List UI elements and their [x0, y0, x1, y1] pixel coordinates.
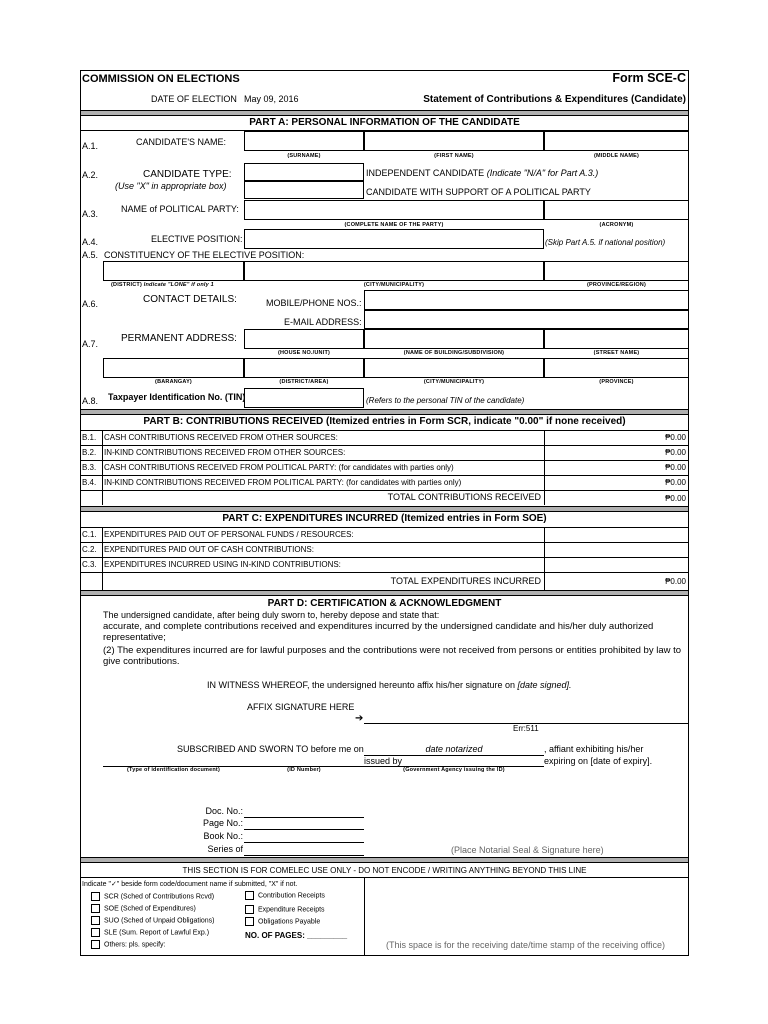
divider — [102, 430, 103, 505]
issued-by-text: issued by — [364, 756, 403, 766]
divider — [81, 557, 688, 558]
sub-city: (CITY/MUNICIPALITY) — [363, 282, 425, 288]
sub-building: (NAME OF BUILDING/SUBDIVISION) — [403, 350, 505, 356]
mobile-label: MOBILE/PHONE NOS.: — [266, 298, 362, 308]
b1-label: CASH CONTRIBUTIONS RECEIVED FROM OTHER SOURCES: — [104, 433, 338, 442]
divider — [81, 506, 688, 512]
divider — [81, 430, 688, 431]
c1-num: C.1. — [82, 530, 97, 539]
building-field[interactable] — [364, 329, 544, 349]
a6-label: CONTACT DETAILS: — [143, 294, 237, 305]
sub-street: (STREET NAME) — [593, 350, 640, 356]
sub-district-hint: Indicate "LONE" if only 1 — [143, 282, 214, 288]
b2-num: B.2. — [82, 448, 97, 457]
district-area-field[interactable] — [244, 358, 364, 378]
date-value[interactable]: May 09, 2016 — [244, 94, 299, 104]
a4-hint: (Skip Part A.5. if national position) — [545, 238, 666, 247]
sub-barangay: (BARANGAY) — [155, 379, 192, 385]
b4-value[interactable]: ₱0.00 — [665, 478, 686, 487]
party-acronym-field[interactable] — [544, 200, 689, 220]
b3-label: CASH CONTRIBUTIONS RECEIVED FROM POLITICAL PARTY: (for candidates with parties only) — [104, 463, 454, 472]
checkbox-icon — [91, 916, 100, 925]
witness-statement: IN WITNESS WHEREOF, the undersigned hereunto affix his/her signature on — [207, 680, 515, 690]
divider — [81, 590, 688, 596]
check-contribution-receipts[interactable] — [245, 891, 325, 900]
form-sce-c — [80, 70, 689, 956]
part-b-title: PART B: CONTRIBUTIONS RECEIVED (Itemized entries in Form SCR, indicate "0.00" if none received) — [143, 416, 626, 427]
stamp-text: (This space is for the receiving date/time stamp of the receiving office) — [386, 940, 665, 950]
divider — [364, 877, 365, 955]
divider — [81, 877, 688, 878]
b1-value[interactable]: ₱0.00 — [665, 433, 686, 442]
part-a-title: PART A: PERSONAL INFORMATION OF THE CANDIDATE — [249, 117, 520, 128]
page-no-label: Page No.: — [202, 818, 243, 828]
divider — [81, 857, 688, 863]
check-soe[interactable] — [91, 904, 196, 913]
a8-hint: (Refers to the personal TIN of the candidate) — [366, 396, 525, 405]
middle-name-field[interactable] — [544, 131, 689, 151]
sub-district — [111, 282, 214, 288]
total-expenditures-label: TOTAL EXPENDITURES INCURRED — [390, 576, 541, 586]
checkbox-icon — [91, 928, 100, 937]
sub-first-name: (FIRST NAME) — [434, 153, 474, 159]
b1-num: B.1. — [82, 433, 97, 442]
comelec-title: THIS SECTION IS FOR COMELEC USE ONLY - DO NOT ENCODE / WRITING ANYTHING BEYOND THIS LINE — [182, 866, 587, 875]
expiry-value: [date of expiry]. — [590, 756, 653, 766]
a2-num: A.2. — [82, 170, 99, 180]
witness-date: [date signed]. — [517, 680, 572, 690]
suo-label: SUO (Sched of Unpaid Obligations) — [104, 917, 215, 925]
date-notarized[interactable]: date notarized — [425, 744, 483, 754]
district-field[interactable] — [103, 261, 244, 281]
checkbox-icon — [245, 891, 254, 900]
obligations-payable-label: Obligations Payable — [258, 918, 321, 926]
a1-num: A.1. — [82, 141, 99, 151]
a4-num: A.4. — [82, 237, 99, 247]
a1-label: CANDIDATE'S NAME: — [136, 137, 227, 147]
divider — [81, 475, 688, 476]
form-id: Form SCE-C — [612, 71, 686, 85]
checkbox-icon — [91, 940, 100, 949]
cert-line-2: accurate, and complete contributions received and expenditures incurred by the undersigned candidate and his/her duly authorized representative; — [103, 621, 654, 643]
sub-party: (COMPLETE NAME OF THE PARTY) — [344, 222, 444, 228]
divider — [544, 527, 545, 590]
part-c-title: PART C: EXPENDITURES INCURRED (Itemized entries in Form SOE) — [222, 513, 547, 524]
agency-name: COMMISSION ON ELECTIONS — [82, 73, 240, 85]
check-scr[interactable] — [91, 892, 214, 901]
a7-num: A.7. — [82, 339, 99, 349]
sub-district-area: (DISTRICT/AREA) — [279, 379, 329, 385]
expiring-text — [544, 756, 652, 766]
b3-value[interactable]: ₱0.00 — [665, 463, 686, 472]
c3-label: EXPENDITURES INCURRED USING IN-KIND CONTRIBUTIONS: — [104, 560, 341, 569]
tin-field[interactable] — [244, 388, 364, 408]
doc-no-label: Doc. No.: — [205, 806, 243, 816]
divider — [81, 409, 688, 415]
a2-opt2: CANDIDATE WITH SUPPORT OF A POLITICAL PARTY — [366, 187, 591, 197]
c3-num: C.3. — [82, 560, 97, 569]
a3-num: A.3. — [82, 209, 99, 219]
expenditure-receipts-label: Expenditure Receipts — [258, 906, 325, 914]
a6-num: A.6. — [82, 299, 99, 309]
check-others[interactable] — [91, 940, 165, 949]
divider — [81, 110, 688, 116]
check-suo[interactable] — [91, 916, 215, 925]
sle-label: SLE (Sum. Report of Lawful Exp.) — [104, 929, 210, 937]
series-of-line[interactable] — [244, 855, 364, 856]
party-name-field[interactable] — [244, 200, 544, 220]
street-field[interactable] — [544, 329, 689, 349]
others-label: Others: pls. specify: — [104, 941, 166, 949]
province-field[interactable] — [544, 261, 689, 281]
book-no-label: Book No.: — [203, 831, 243, 841]
a2-option-independent — [366, 168, 598, 178]
affix-signature-label: AFFIX SIGNATURE HERE — [247, 702, 355, 712]
cert-line-1: The undersigned candidate, after being duly sworn to, hereby depose and state that: — [103, 610, 440, 620]
date-label: DATE OF ELECTION — [151, 94, 237, 104]
notarial-seal-text: (Place Notarial Seal & Signature here) — [451, 845, 604, 855]
sub-surname: (SURNAME) — [287, 153, 321, 159]
divider — [102, 527, 103, 590]
b3-num: B.3. — [82, 463, 97, 472]
email-label: E-MAIL ADDRESS: — [284, 317, 362, 327]
b2-value[interactable]: ₱0.00 — [665, 448, 686, 457]
no-of-pages[interactable]: NO. OF PAGES: _________ — [245, 931, 348, 940]
house-no-field[interactable] — [244, 329, 364, 349]
sub-district-label: (DISTRICT) — [111, 282, 143, 288]
page-no-line[interactable] — [244, 829, 364, 830]
checkbox-icon — [91, 904, 100, 913]
divider — [544, 430, 545, 505]
checkbox-icon — [245, 917, 254, 926]
sub-province: (PROVINCE/REGION) — [586, 282, 646, 288]
mobile-field[interactable] — [364, 290, 689, 310]
sub-acronym: (ACRONYM) — [599, 222, 634, 228]
city-field[interactable] — [244, 261, 544, 281]
party-supported-checkbox[interactable] — [244, 181, 364, 199]
cert-line-3: (2) The expenditures incurred are for lawful purposes and the contributions were not received from persons or entities prohibited by law to give contributions. — [103, 645, 682, 667]
divider — [81, 527, 688, 528]
b4-label: IN-KIND CONTRIBUTIONS RECEIVED FROM POLITICAL PARTY: (for candidates with parties only) — [104, 478, 462, 487]
divider — [81, 542, 688, 543]
barangay-field[interactable] — [103, 358, 244, 378]
address-province-field[interactable] — [544, 358, 689, 378]
sub-address-province: (PROVINCE) — [599, 379, 634, 385]
check-obligations-payable[interactable] — [245, 917, 320, 926]
b4-num: B.4. — [82, 478, 97, 487]
c2-label: EXPENDITURES PAID OUT OF CASH CONTRIBUTIONS: — [104, 545, 314, 554]
a3-label: NAME of POLITICAL PARTY: — [121, 204, 239, 214]
book-no-line[interactable] — [244, 842, 364, 843]
a2-opt1-hint: (Indicate "N/A" for Part A.3.) — [486, 168, 599, 178]
c1-label: EXPENDITURES PAID OUT OF PERSONAL FUNDS / RESOURCES: — [104, 530, 354, 539]
expiring-label: expiring on — [544, 756, 589, 766]
sub-address-city: (CITY/MUNICIPALITY) — [423, 379, 485, 385]
form-title: Statement of Contributions & Expenditures (Candidate) — [423, 94, 686, 105]
email-field[interactable] — [364, 310, 689, 329]
elective-position-field[interactable] — [244, 229, 544, 249]
comelec-instruction: Indicate "✓" beside form code/document name if submitted, "X" if not. — [82, 881, 298, 888]
witness-text — [207, 680, 572, 690]
checkbox-icon — [91, 892, 100, 901]
first-name-field[interactable] — [364, 131, 544, 151]
series-of-label: Series of — [207, 844, 243, 854]
divider — [81, 572, 688, 573]
divider — [81, 460, 688, 461]
a5-num: A.5. — [82, 250, 99, 260]
arrow-right-icon: ➔ — [355, 713, 364, 724]
a8-label: Taxpayer Identification No. (TIN) — [108, 392, 246, 402]
check-expenditure-receipts[interactable] — [245, 905, 325, 914]
sub-house: (HOUSE NO./UNIT) — [277, 350, 331, 356]
scr-label: SCR (Sched of Contributions Rcvd) — [104, 893, 215, 901]
independent-checkbox[interactable] — [244, 163, 364, 181]
divider — [81, 490, 688, 491]
a8-num: A.8. — [82, 396, 99, 406]
surname-field[interactable] — [244, 131, 364, 151]
c2-num: C.2. — [82, 545, 97, 554]
sub-id-num: (ID Number) — [287, 767, 321, 773]
sub-middle-name: (MIDDLE NAME) — [593, 153, 640, 159]
a7-label: PERMANENT ADDRESS: — [121, 333, 237, 344]
doc-no-line[interactable] — [244, 817, 364, 818]
soe-label: SOE (Sched of Expenditures) — [104, 905, 196, 913]
address-city-field[interactable] — [364, 358, 544, 378]
b2-label: IN-KIND CONTRIBUTIONS RECEIVED FROM OTHER SOURCES: — [104, 448, 346, 457]
sworn-text: SUBSCRIBED AND SWORN TO before me on — [177, 744, 364, 754]
part-d-title: PART D: CERTIFICATION & ACKNOWLEDGMENT — [267, 598, 502, 609]
total-contributions-value: ₱0.00 — [665, 494, 686, 503]
total-contributions-label: TOTAL CONTRIBUTIONS RECEIVED — [387, 492, 541, 502]
divider — [81, 445, 688, 446]
check-sle[interactable] — [91, 928, 209, 937]
checkbox-icon — [245, 905, 254, 914]
a2-label: CANDIDATE TYPE: — [143, 169, 232, 180]
affiant-text: , affiant exhibiting his/her — [544, 744, 644, 754]
a2-opt1: INDEPENDENT CANDIDATE — [366, 168, 485, 178]
a2-hint: (Use "X" in appropriate box) — [115, 181, 227, 191]
a4-label: ELECTIVE POSITION: — [151, 234, 243, 244]
err-text: Err:511 — [513, 724, 539, 733]
sub-agency: (Government Agency issuing the ID) — [403, 767, 505, 773]
total-expenditures-value: ₱0.00 — [665, 577, 686, 586]
sub-id-doc: (Type of identification document) — [127, 767, 220, 773]
contribution-receipts-label: Contribution Receipts — [258, 892, 325, 900]
a5-label: CONSTITUENCY OF THE ELECTIVE POSITION: — [104, 250, 305, 260]
